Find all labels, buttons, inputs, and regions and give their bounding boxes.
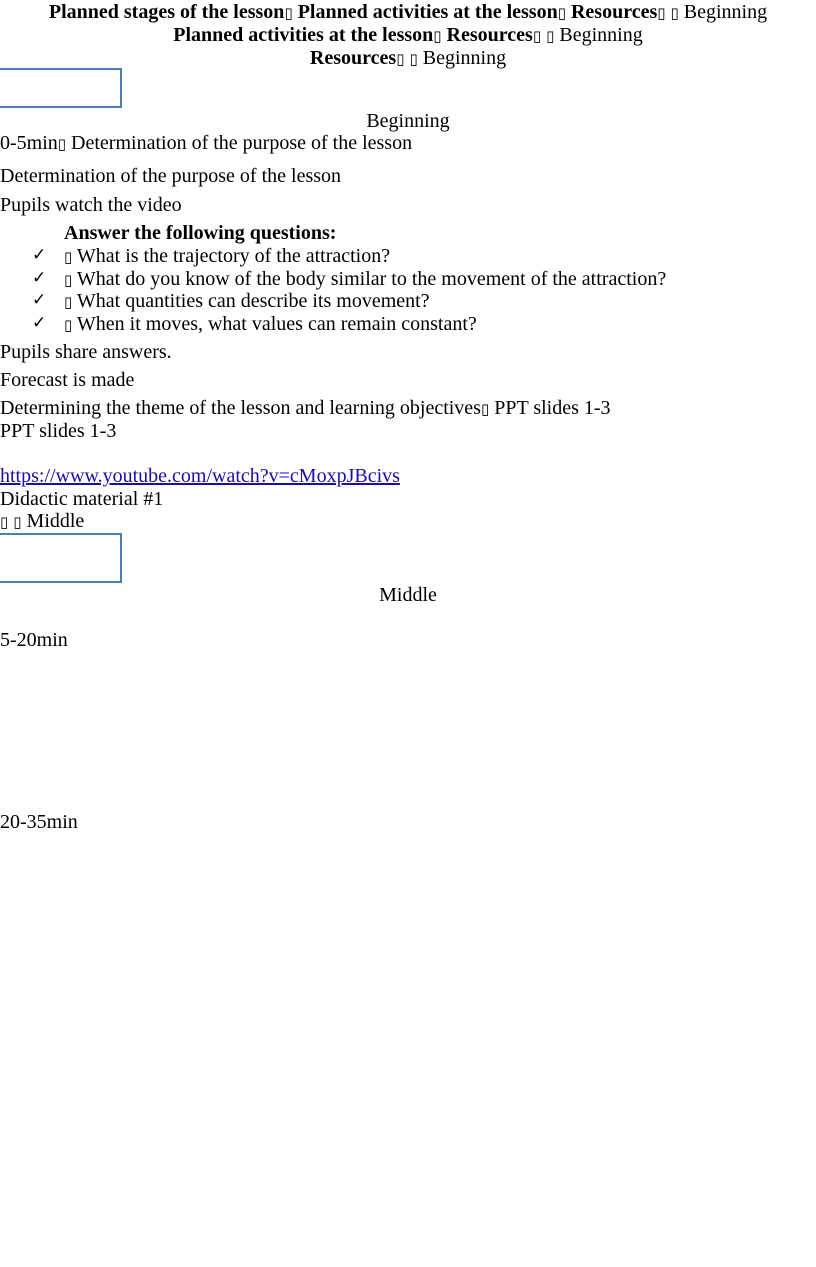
question-text: When it moves, what values can remain constant? [76,313,477,335]
cell-marker-icon: ▯ [396,50,405,68]
check-icon: ✓ [32,268,47,288]
box-icon: ▯ [64,316,73,334]
video-link[interactable]: https://www.youtube.com/watch?v=cMoxpJBcivs [0,465,400,487]
video-note: Pupils watch the video [0,194,182,216]
middle-frame [0,533,122,583]
header-col-resources: Resources [446,24,533,46]
list-item [64,290,430,313]
cell-marker-icon: ▯ [480,400,490,418]
middle-time-1: 5-20min [0,629,68,651]
header-row-2 [0,24,816,47]
box-icon: ▯ [64,271,73,289]
beginning-time-row [0,132,412,155]
cell-marker-icon: ▯ [557,4,566,22]
resource-inline: PPT slides 1-3 [494,397,611,419]
middle-title: Middle [379,584,437,606]
list-item [64,268,666,291]
middle-marker-row [0,510,84,533]
header-row-1 [0,1,816,24]
header-stage-label: Beginning [422,47,507,69]
beginning-title: Beginning [366,110,450,132]
resource-text: PPT slides 1-3 [0,420,117,442]
beginning-frame [0,68,122,108]
beginning-activity-inline: Determination of the purpose of the lesson [71,132,413,154]
header-col-stages: Planned stages of the lesson [48,1,285,23]
cell-marker-icon: ▯ [0,513,9,531]
header-col-activities: Planned activities at the lesson [173,24,434,46]
beginning-time: 0-5min [0,132,58,154]
theme-row [0,397,611,420]
check-icon: ✓ [32,245,47,265]
forecast-text: Forecast is made [0,369,135,391]
purpose-text: Determination of the purpose of the lesson [0,165,342,187]
row-marker-icon: ▯ [409,50,418,68]
row-marker-icon: ▯ [546,27,555,45]
question-text: What quantities can describe its movement? [76,290,430,312]
header-row-3 [0,47,816,70]
questions-title: Answer the following questions: [64,222,337,244]
next-stage-label: Middle [26,510,85,532]
cell-marker-icon: ▯ [433,27,442,45]
didactic-text: Didactic material #1 [0,488,164,510]
question-text: What is the trajectory of the attraction? [76,245,391,267]
row-marker-icon: ▯ [670,4,679,22]
list-item [64,313,477,336]
header-col-activities: Planned activities at the lesson [297,1,558,23]
question-text: What do you know of the body similar to the movement of the attraction? [76,268,667,290]
check-icon: ✓ [32,290,47,310]
row-marker-icon: ▯ [13,513,22,531]
check-icon: ✓ [32,313,47,333]
share-text: Pupils share answers. [0,341,172,363]
header-stage-label: Beginning [559,24,643,46]
box-icon: ▯ [64,293,73,311]
header-col-resources: Resources [309,47,397,69]
cell-marker-icon: ▯ [57,135,67,153]
cell-marker-icon: ▯ [657,4,666,22]
cell-marker-icon: ▯ [532,27,542,45]
cell-marker-icon: ▯ [284,4,293,22]
header-stage-label: Beginning [683,1,768,23]
theme-text: Determining the theme of the lesson and learning objectives [0,397,481,419]
header-col-resources: Resources [570,1,658,23]
middle-time-2: 20-35min [0,811,78,833]
box-icon: ▯ [64,248,73,266]
list-item [64,245,390,268]
